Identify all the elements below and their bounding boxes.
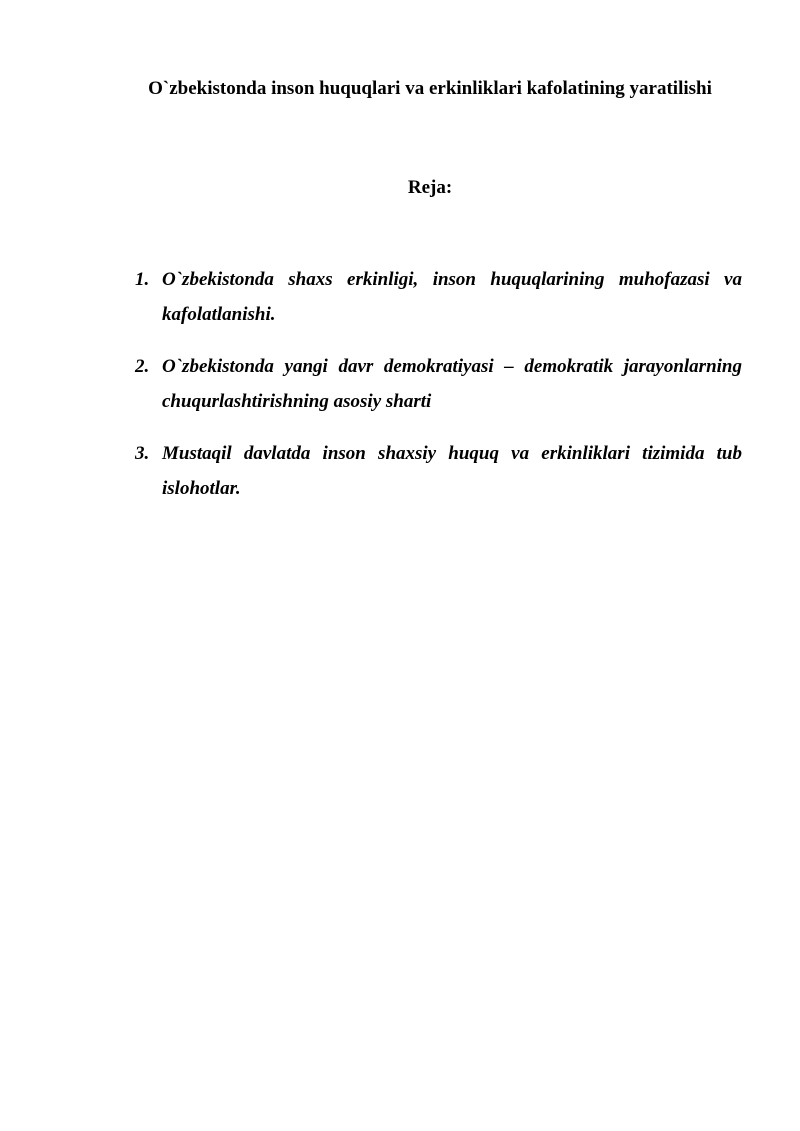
plan-item-text: O`zbekistonda shaxs erkinligi, inson huquqlarining muhofazasi va kafolatlanishi. [162, 269, 742, 325]
plan-item-text: Mustaqil davlatda inson shaxsiy huquq va erkinliklari tizimida tub islohotlar. [162, 443, 742, 499]
plan-item-number: 1. [135, 269, 150, 290]
plan-item [135, 436, 742, 506]
plan-heading: Reja: [407, 177, 453, 198]
plan-item-number: 2. [135, 356, 150, 377]
plan-item [135, 262, 742, 332]
plan-item-number: 3. [135, 443, 150, 464]
plan-item [135, 349, 742, 419]
plan-item-text: O`zbekistonda yangi davr demokratiyasi – demokratik jarayonlarning chuqurlashtirishning asosiy sharti [162, 356, 742, 412]
plan-list [135, 262, 742, 523]
document-title: O`zbekistonda inson huquqlari va erkinliklari kafolatining yaratilishi [148, 78, 712, 99]
